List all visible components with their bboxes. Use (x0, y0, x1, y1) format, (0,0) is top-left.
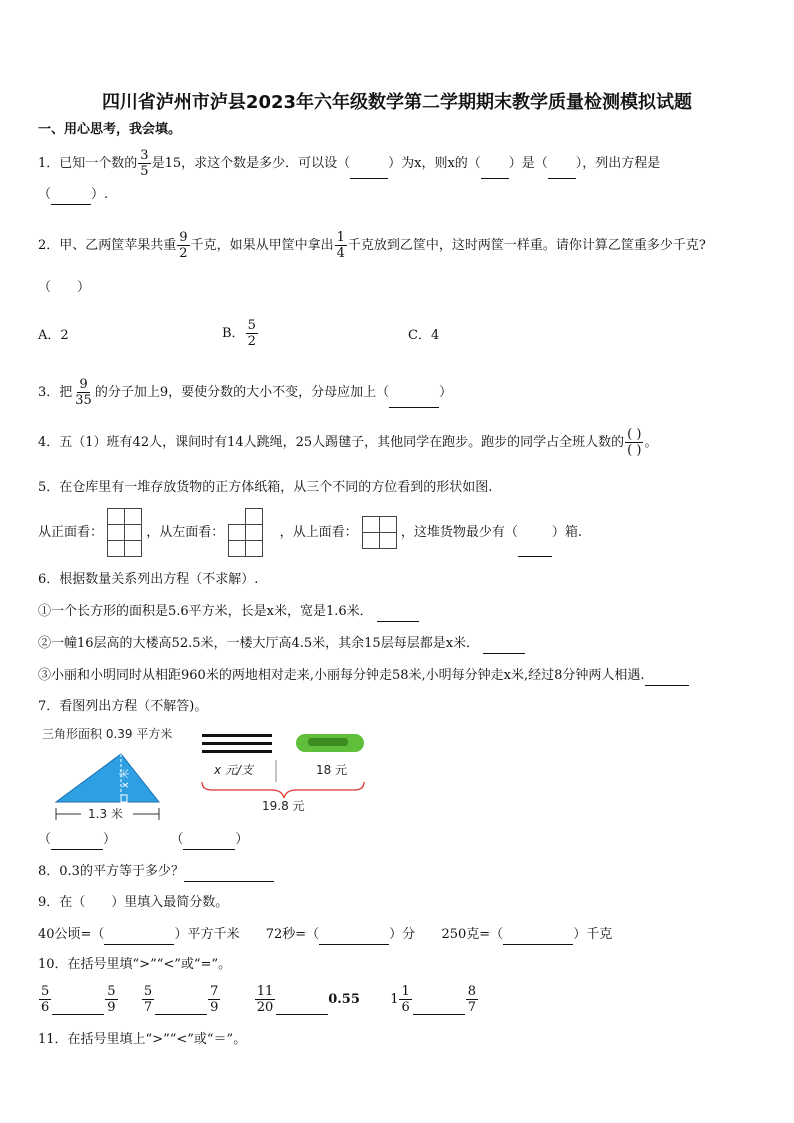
question-9-items: 40公顷=（ ）平方千米 72秒=（ ）分 250克=（ ）千克 (38, 925, 612, 945)
blank[interactable] (104, 930, 174, 945)
triangle-height-label: x 米 (120, 768, 131, 788)
question-8: 8．0.3的平方等于多少？ (38, 862, 274, 882)
option-a[interactable]: A．2 (38, 328, 69, 343)
box-price-label: 18 元 (316, 763, 348, 777)
blank[interactable] (155, 1000, 207, 1015)
blank[interactable] (51, 190, 91, 205)
question-6-item-1: ①一个长方形的面积是5.6平方米，长是x米，宽是1.6米． (38, 602, 419, 622)
top-view-grid (362, 516, 397, 549)
blank[interactable] (645, 671, 689, 686)
blank[interactable] (184, 867, 274, 882)
question-7: 7．看图列出方程（不解答)。 (38, 699, 208, 714)
page-title: 四川省泸州市泸县2023年六年级数学第二学期期末教学质量检测模拟试题 (101, 92, 693, 113)
blank[interactable] (183, 835, 235, 850)
blank[interactable] (276, 1000, 328, 1015)
total-price-label: 19.8 元 (262, 799, 305, 813)
fraction: $\frac{( )}{( )}$ (627, 427, 642, 458)
blank[interactable] (548, 164, 576, 179)
fraction: $\frac{9}{35}$ (75, 377, 92, 408)
pen-icon (202, 734, 272, 737)
question-7-figures (36, 722, 396, 822)
question-10: 10．在括号里填“>”“<”或“=”。 (38, 957, 232, 972)
question-2: 2．甲、乙两筐苹果共重 $\frac{9}{2}$ 千克，如果从甲筐中拿出 $\frac{1}{4}$ 千克放到乙筐中，这时两筐一样重。请你计算乙筐重多少千克? (38, 230, 706, 261)
question-3: 3．把 $\frac{9}{35}$ 的分子加上9，要使分数的大小不变，分母应加上（ ） (38, 377, 453, 408)
fraction: $\frac{1}{4}$ (336, 230, 345, 261)
option-c[interactable]: C．4 (408, 328, 440, 343)
blank[interactable] (503, 930, 573, 945)
blank[interactable] (51, 835, 103, 850)
front-view-grid (107, 508, 142, 557)
fraction: $\frac{5}{2}$ (247, 318, 256, 349)
blank[interactable] (481, 164, 509, 179)
blank[interactable] (483, 639, 525, 654)
question-4: 4．五（1）班有42人，课间时有14人跳绳，25人踢毽子，其他同学在跑步。跑步的同学占全班人数的 $\frac{( )}{( )}$ 。 (38, 427, 658, 458)
blank[interactable] (377, 607, 419, 622)
fraction: $\frac{9}{2}$ (179, 230, 188, 261)
pen-price-label: x 元/支 (214, 763, 253, 777)
answer-paren[interactable]: （ ） (38, 280, 91, 295)
option-b[interactable]: B． $\frac{5}{2}$ (222, 318, 256, 349)
blank[interactable] (518, 542, 552, 557)
blank[interactable] (52, 1000, 104, 1015)
blank[interactable] (350, 164, 388, 179)
question-1-cont: （ ）. (38, 185, 108, 205)
blank[interactable] (413, 1000, 465, 1015)
question-6-item-3: ③小丽和小明同时从相距960米的两地相对走来,小丽每分钟走58米,小明每分钟走x米,经过8分钟两人相遇. (38, 666, 689, 686)
blank[interactable] (319, 930, 389, 945)
question-6: 6．根据数量关系列出方程（不求解）. (38, 572, 259, 587)
triangle (56, 754, 159, 802)
left-view-grid (228, 508, 263, 557)
fraction: $\frac{3}{5}$ (140, 148, 149, 179)
question-7-answers: （ ） （ ） (38, 830, 248, 850)
section-heading: 一、用心思考，我会填。 (38, 122, 182, 137)
question-11: 11．在括号里填上“>”“<”或“＝”。 (38, 1032, 247, 1047)
question-10-items: $\frac{5}{6}$ $\frac{5}{9}$ $\frac{5}{7}$ $\frac{7}{9}$ $\frac{11}{20}$ 0.55 1 $\frac{1}{6}$ $\frac{8}{7}$ (41, 984, 477, 1015)
triangle-base-label: 1.3 米 (88, 807, 123, 821)
question-5: 5．在仓库里有一堆存放货物的正方体纸箱，从三个不同的方位看到的形状如图. (38, 480, 493, 495)
blank[interactable] (389, 393, 439, 408)
question-6-item-2: ②一幢16层高的大楼高52.5米，一楼大厅高4.5米，其余15层每层都是x米． (38, 634, 525, 654)
question-5-views: 从正面看： ，从左面看： ，从上面看： ，这堆货物最少有（ ）箱. (38, 508, 582, 557)
triangle-area-label: 三角形面积 0.39 平方米 (42, 727, 173, 741)
question-1: 1．已知一个数的 $\frac{3}{5}$ 是15，求这个数是多少．可以设（ ）为x，则x的（ ）是（ ），列出方程是 (38, 148, 661, 179)
question-9: 9．在（ ）里填入最简分数。 (38, 895, 229, 910)
